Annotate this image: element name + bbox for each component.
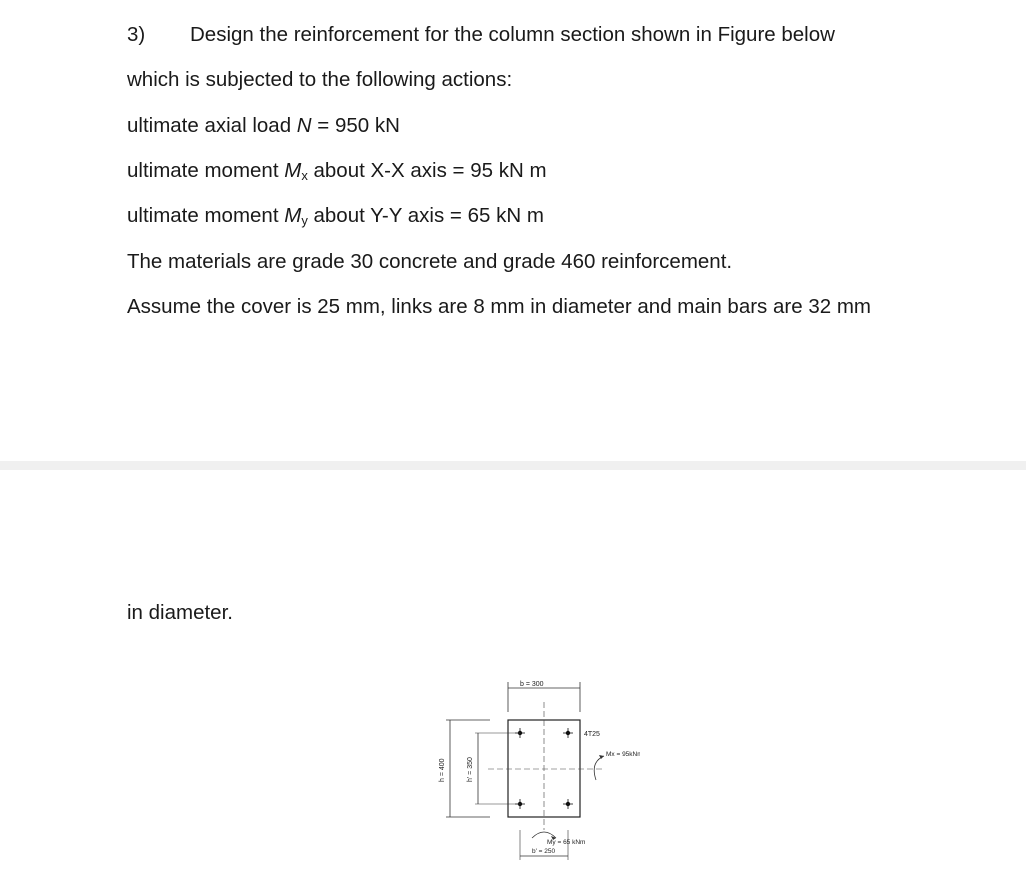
column-section-diagram [420,670,640,880]
h-prime-dimension-label: h' = 350 [467,757,474,782]
cover-line: Assume the cover is 25 mm, links are 8 mm in diameter and main bars are 32 mm [127,295,871,318]
page-break [0,461,1026,470]
continuation-line: in diameter. [127,601,233,624]
materials-line: The materials are grade 30 concrete and grade 460 reinforcement. [127,250,733,273]
column-section-figure [420,670,640,880]
bars-label: 4T25 [584,731,600,738]
reinforcement-bar [563,799,573,809]
moment-y-line: ultimate moment $M_y$ about Y-Y axis = 65 kN m [127,204,544,228]
my-label: My = 65 kNm [547,839,586,846]
mx-moment-arrow [594,756,604,780]
moment-x-line: ultimate moment $M_x$ about X-X axis = 95 kN m [127,159,547,183]
question-line-2: which is subjected to the following actions: [127,68,513,91]
question-line-1: Design the reinforcement for the column section shown in Figure below [190,23,835,46]
h-dimension-label: h = 400 [439,758,446,782]
question-number: 3) [127,23,146,46]
axial-load-line: ultimate axial load N = 950 kN [127,114,400,137]
mx-label: Mx = 95kNm [606,751,640,758]
reinforcement-bar [563,728,573,738]
b-prime-dimension-label: b' = 250 [532,848,556,855]
b-dimension-label: b = 300 [520,681,544,688]
